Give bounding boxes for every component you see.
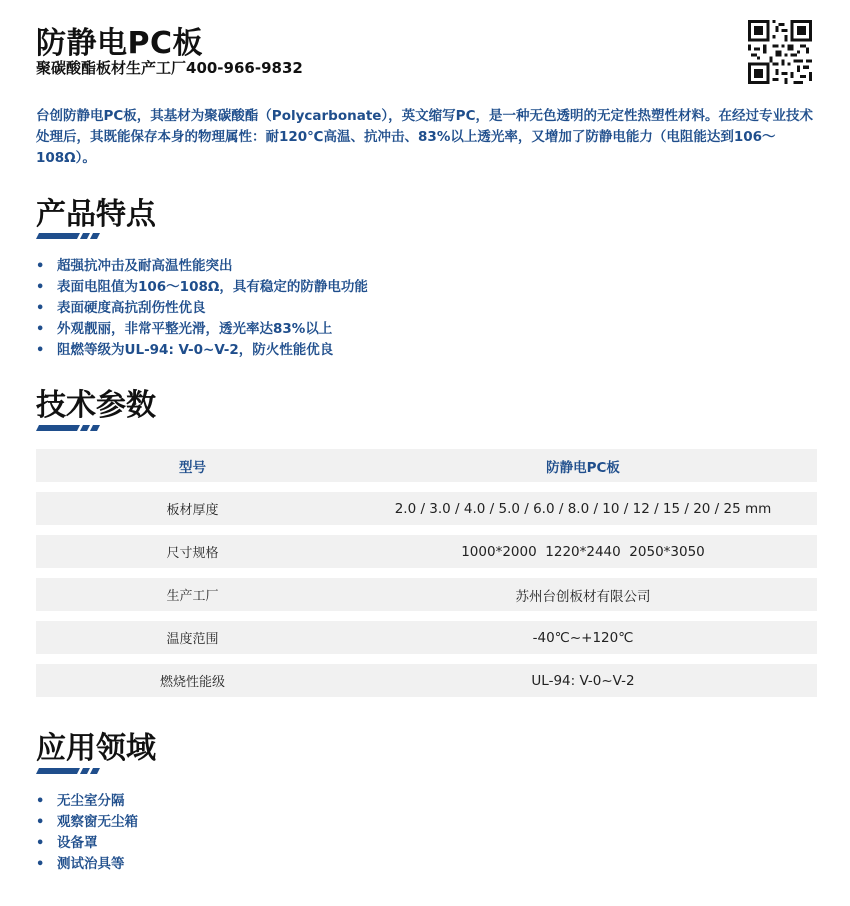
features-list (36, 256, 368, 361)
heading-accent (36, 425, 100, 431)
table-header-value: 防静电PC板 (546, 459, 620, 476)
list-item: • 表面硬度高抗刮伤性优良 (36, 298, 368, 319)
row-label: 尺寸规格 (166, 546, 219, 561)
qr-code-icon (748, 20, 812, 84)
bullet-icon: • (36, 301, 45, 316)
row-label: 生产工厂 (166, 589, 219, 604)
bullet-icon: • (36, 322, 45, 337)
bullet-icon: • (36, 794, 45, 809)
row-value: UL-94: V-0~V-2 (531, 672, 635, 689)
intro-paragraph: 台创防静电PC板，其基材为聚碳酸酯（Polycarbonate），英文缩写PC，是一种无色透明的无定性热塑性材料。在经过专业技术处理后，其既能保存本身的物理属性：耐120℃高温、抗冲击、83%以上透光率，又增加了防静电能力（电阻能达到106～108Ω）。 (36, 108, 813, 166)
row-value: 1000*2000 1220*2440 2050*3050 (461, 543, 705, 560)
list-item: • 超强抗冲击及耐高温性能突出 (36, 256, 368, 277)
bullet-icon: • (36, 815, 45, 830)
row-label: 温度范围 (166, 632, 219, 647)
bullet-icon: • (36, 259, 45, 274)
row-value: -40℃~+120℃ (532, 629, 634, 646)
bullet-icon: • (36, 343, 45, 358)
applications-heading: 应用领域 (36, 731, 156, 766)
table-row (36, 578, 817, 611)
specs-heading: 技术参数 (36, 388, 156, 423)
list-item: • 测试治具等 (36, 854, 138, 875)
list-item: • 无尘室分隔 (36, 791, 138, 812)
bullet-icon: • (36, 857, 45, 872)
spec-table (36, 449, 817, 707)
bullet-icon: • (36, 836, 45, 851)
table-header-row (36, 449, 817, 482)
row-label: 燃烧性能级 (159, 675, 225, 690)
heading-accent (36, 233, 100, 239)
heading-accent (36, 768, 100, 774)
table-header-label: 型号 (179, 459, 206, 476)
table-row (36, 535, 817, 568)
list-item: • 表面电阻值为106～108Ω，具有稳定的防静电功能 (36, 277, 368, 298)
page-subtitle: 聚碳酸酯板材生产工厂400-966-9832 (36, 59, 303, 77)
list-item: • 外观靓丽，非常平整光滑，透光率达83%以上 (36, 319, 368, 340)
bullet-icon: • (36, 280, 45, 295)
applications-list (36, 791, 138, 875)
row-value: 苏州台创板材有限公司 (515, 588, 651, 605)
row-label: 板材厚度 (166, 503, 219, 518)
list-item: • 观察窗无尘箱 (36, 812, 138, 833)
row-value: 2.0 / 3.0 / 4.0 / 5.0 / 6.0 / 8.0 / 10 / 12 / 15 / 20 / 25 mm (394, 500, 772, 517)
features-heading: 产品特点 (36, 197, 156, 232)
table-row (36, 664, 817, 697)
table-row (36, 621, 817, 654)
table-row (36, 492, 817, 525)
list-item: • 设备罩 (36, 833, 138, 854)
page-title: 防静电PC板 (36, 26, 204, 61)
list-item: • 阻燃等级为UL-94: V-0~V-2，防火性能优良 (36, 340, 368, 361)
